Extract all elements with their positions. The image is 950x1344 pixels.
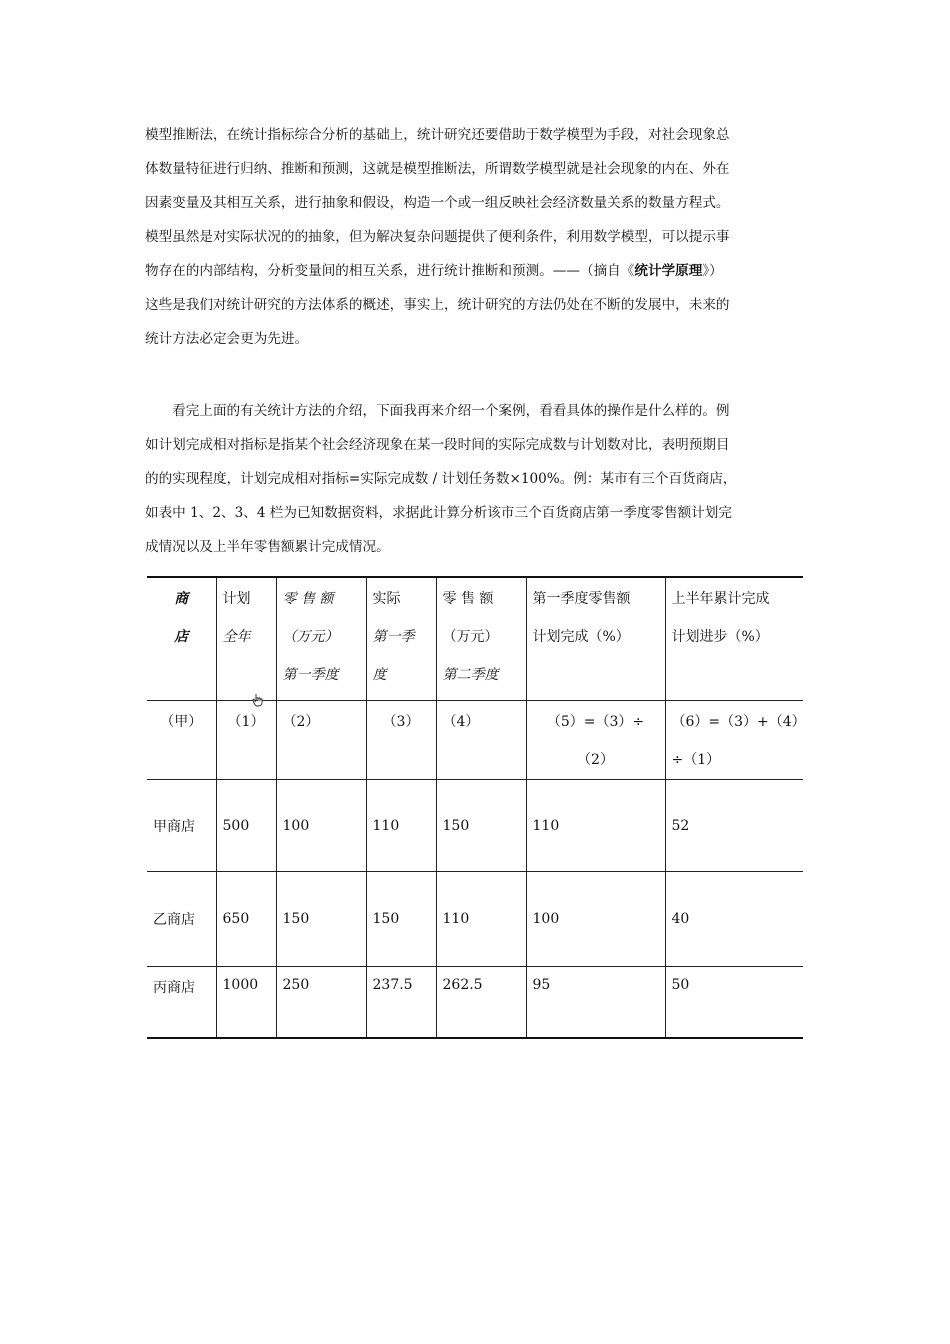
header-store: 商 店 xyxy=(147,577,216,701)
table-index-row xyxy=(147,701,803,780)
table-header-row xyxy=(147,577,803,701)
table-cell: 40 xyxy=(665,872,803,967)
table-cell: （4） xyxy=(436,701,526,780)
paragraph-model-inference xyxy=(145,118,805,356)
table-cell: （1） xyxy=(216,701,276,780)
header-h1-progress: 上半年累计完成 计划进步（%） xyxy=(665,577,803,701)
table-cell: （甲） xyxy=(147,701,216,780)
text-line: 的的实现程度，计划完成相对指标=实际完成数 / 计划任务数×100%。例：某市有三个百货商店， xyxy=(145,471,737,487)
table-cell: 1000 xyxy=(216,967,276,1039)
table-cell: 500 xyxy=(216,780,276,872)
table-cell: （6）=（3）+（4） ÷（1） xyxy=(665,701,803,780)
header-plan-year: 计划 全年 xyxy=(216,577,276,701)
header-plan-q1: 零 售 额 （万元） 第一季度 xyxy=(276,577,366,701)
text-line: 模型虽然是对实际状况的的抽象，但为解决复杂问题提供了便利条件，利用数学模型，可以提示事 xyxy=(145,229,730,245)
citation-suffix: 》） xyxy=(702,263,723,279)
table-cell: 110 xyxy=(436,872,526,967)
table-cell: 甲商店 xyxy=(147,780,216,872)
header-actual-q2: 零 售 额 （万元） 第二季度 xyxy=(436,577,526,701)
citation-prefix: 物存在的内部结构，分析变量间的相互关系，进行统计推断和预测。——（摘自《 xyxy=(145,263,635,279)
table-cell: 丙商店 xyxy=(147,967,216,1039)
table-cell: 650 xyxy=(216,872,276,967)
table-cell: 262.5 xyxy=(436,967,526,1039)
table-cell: 237.5 xyxy=(366,967,436,1039)
hand-cursor-icon xyxy=(252,693,264,707)
text-line: 因素变量及其相互关系，进行抽象和假设，构造一个或一组反映社会经济数量关系的数量方程式。 xyxy=(145,195,730,211)
table-cell: 50 xyxy=(665,967,803,1039)
header-q1-completion: 第一季度零售额 计划完成（%） xyxy=(526,577,665,701)
header-actual-q1: 实际 第一季 度 xyxy=(366,577,436,701)
table-cell: （2） xyxy=(276,701,366,780)
table-row xyxy=(147,872,803,967)
table-cell: （3） xyxy=(366,701,436,780)
table-cell: 150 xyxy=(276,872,366,967)
table-cell: 100 xyxy=(526,872,665,967)
table-row xyxy=(147,780,803,872)
text-line: 模型推断法，在统计指标综合分析的基础上，统计研究还要借助于数学模型为手段，对社会现象总 xyxy=(145,127,730,143)
table-cell: 110 xyxy=(526,780,665,872)
text-line: 这些是我们对统计研究的方法体系的概述，事实上，统计研究的方法仍处在不断的发展中，未来的 xyxy=(145,297,730,313)
text-line: 体数量特征进行归纳、推断和预测，这就是模型推断法，所谓数学模型就是社会现象的内在、外在 xyxy=(145,161,730,177)
text-line: 如计划完成相对指标是指某个社会经济现象在某一段时间的实际完成数与计划数对比，表明预期目 xyxy=(145,437,730,453)
sales-plan-table xyxy=(147,576,806,1039)
text-line: 统计方法必定会更为先进。 xyxy=(145,331,309,347)
text-line: 看完上面的有关统计方法的介绍，下面我再来介绍一个案例，看看具体的操作是什么样的。例 xyxy=(145,403,730,419)
text-line: 成情况以及上半年零售额累计完成情况。 xyxy=(145,539,390,555)
table-cell: 150 xyxy=(436,780,526,872)
table-row xyxy=(147,967,803,1039)
book-title: 统计学原理 xyxy=(634,263,703,279)
table-cell: 100 xyxy=(276,780,366,872)
text-line: 如表中 1、2、3、4 栏为已知数据资料，求据此计算分析该市三个百货商店第一季度零售额计划完 xyxy=(145,505,732,521)
table-cell: 150 xyxy=(366,872,436,967)
table-cell: 52 xyxy=(665,780,803,872)
text-line-citation xyxy=(145,254,805,288)
table-cell: 乙商店 xyxy=(147,872,216,967)
table-cell: （5）=（3）÷（2） xyxy=(526,701,665,780)
paragraph-case-intro xyxy=(145,394,805,564)
table-cell: 110 xyxy=(366,780,436,872)
table-cell: 95 xyxy=(526,967,665,1039)
table-cell: 250 xyxy=(276,967,366,1039)
